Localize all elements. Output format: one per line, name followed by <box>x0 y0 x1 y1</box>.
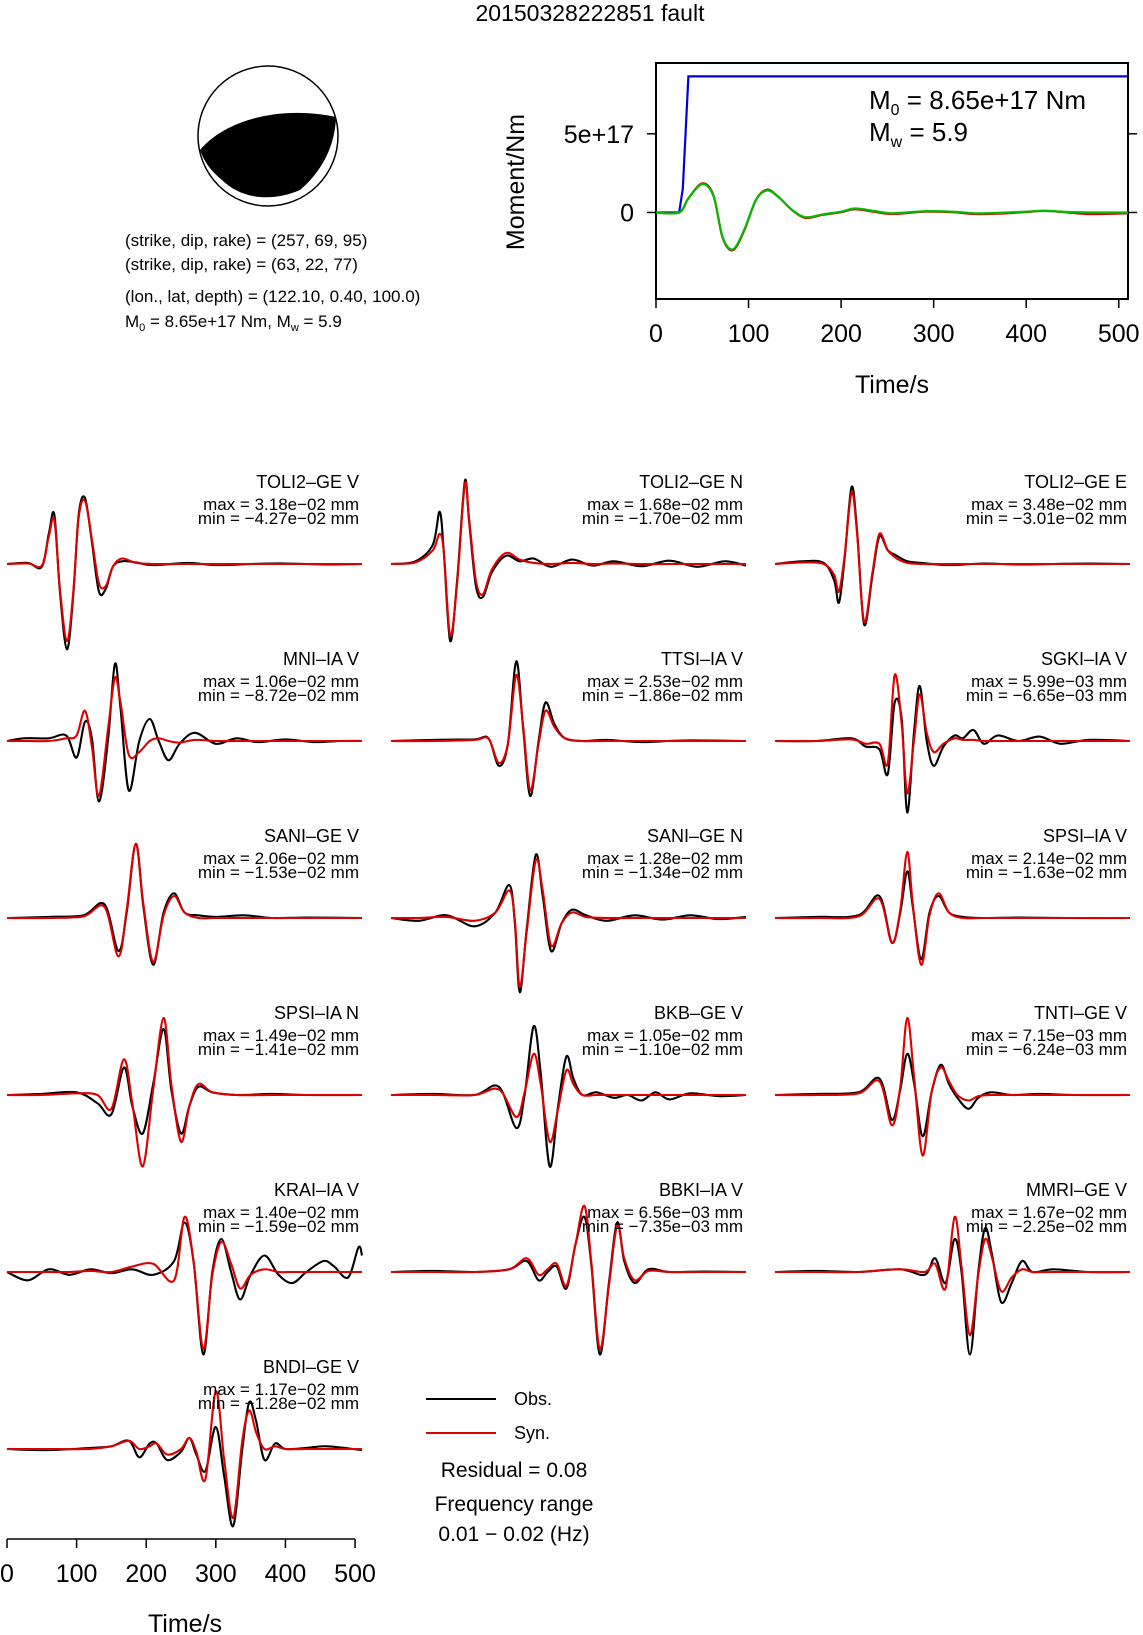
moment-axes <box>564 121 1140 348</box>
station-label: BNDI–GE V <box>262 1357 359 1377</box>
synthetic-trace <box>7 1217 362 1349</box>
waveform-panel <box>775 1180 1130 1355</box>
min-amplitude-label: min = −1.34e−02 mm <box>581 863 743 882</box>
max-amplitude-label: max = 3.18e−02 mm <box>203 495 359 514</box>
waveform-panel <box>7 1357 362 1526</box>
waveform-x-tick-label: 500 <box>334 1560 376 1588</box>
max-amplitude-label: max = 7.15e−03 mm <box>971 1026 1127 1045</box>
waveform-x-tick-label: 200 <box>125 1560 168 1588</box>
moment-series-rate_red <box>656 183 1128 250</box>
moment-y-tick-label: 0 <box>620 199 634 228</box>
min-amplitude-label: min = −6.24e−03 mm <box>965 1040 1127 1059</box>
moment-x-tick-label: 500 <box>1097 320 1140 348</box>
waveform-panel <box>7 1003 362 1167</box>
residual-label: Residual = 0.08 <box>440 1459 588 1482</box>
moment-annotation-mw: $M_w = 5.9$ <box>869 117 969 151</box>
waveform-x-axis <box>0 1539 376 1588</box>
min-amplitude-label: min = −6.65e−03 mm <box>965 686 1127 705</box>
station-label: SPSI–IA V <box>1042 826 1127 846</box>
station-label: TOLI2–GE V <box>256 472 359 492</box>
max-amplitude-label: max = 2.06e−02 mm <box>203 849 359 868</box>
waveform-panels <box>7 472 1130 1526</box>
max-amplitude-label: max = 1.67e−02 mm <box>971 1203 1127 1222</box>
min-amplitude-label: min = −1.28e−02 mm <box>197 1394 359 1413</box>
min-amplitude-label: min = −1.86e−02 mm <box>581 686 743 705</box>
waveform-x-tick-label: 0 <box>0 1560 14 1588</box>
moment-y-tick-label: 5e+17 <box>563 120 634 149</box>
station-label: SPSI–IA N <box>273 1003 359 1023</box>
station-label: KRAI–IA V <box>273 1180 359 1200</box>
figure-title: 20150328222851 fault <box>475 0 705 26</box>
moment-x-axis-label: Time/s <box>854 371 930 399</box>
moment-x-tick-label: 0 <box>649 320 663 348</box>
observed-trace <box>775 1228 1130 1355</box>
waveform-x-tick-label: 300 <box>194 1560 237 1588</box>
min-amplitude-label: min = −4.27e−02 mm <box>197 509 359 528</box>
station-label: BKB–GE V <box>653 1003 743 1023</box>
min-amplitude-label: min = −1.70e−02 mm <box>581 509 743 528</box>
waveform-panel <box>7 649 362 802</box>
station-label: SANI–GE N <box>646 826 743 846</box>
observed-trace <box>7 1401 362 1526</box>
station-label: TTSI–IA V <box>660 649 743 669</box>
min-amplitude-label: min = −1.41e−02 mm <box>197 1040 359 1059</box>
min-amplitude-label: min = −1.59e−02 mm <box>197 1217 359 1236</box>
min-amplitude-label: min = −3.01e−02 mm <box>965 509 1127 528</box>
waveform-panel <box>7 826 362 965</box>
moment-plot <box>502 63 1140 399</box>
max-amplitude-label: max = 1.40e−02 mm <box>203 1203 359 1222</box>
waveform-panel <box>391 472 746 641</box>
waveform-x-tick-label: 100 <box>55 1560 98 1588</box>
synthetic-trace <box>391 1054 746 1143</box>
waveform-panel <box>775 472 1130 625</box>
min-amplitude-label: min = −2.25e−02 mm <box>965 1217 1127 1236</box>
station-label: MNI–IA V <box>282 649 359 669</box>
observed-trace <box>391 1217 746 1355</box>
max-amplitude-label: max = 2.53e−02 mm <box>587 672 743 691</box>
max-amplitude-label: max = 3.48e−02 mm <box>971 495 1127 514</box>
frequency-range-value: 0.01 − 0.02 (Hz) <box>438 1523 590 1546</box>
min-amplitude-label: min = −7.35e−03 mm <box>581 1217 743 1236</box>
station-label: SANI–GE V <box>263 826 359 846</box>
min-amplitude-label: min = −1.63e−02 mm <box>965 863 1127 882</box>
max-amplitude-label: max = 1.28e−02 mm <box>587 849 743 868</box>
min-amplitude-label: min = −1.10e−02 mm <box>581 1040 743 1059</box>
station-label: TOLI2–GE N <box>639 472 743 492</box>
station-label: TOLI2–GE E <box>1024 472 1127 492</box>
max-amplitude-label: max = 5.99e−03 mm <box>971 672 1127 691</box>
station-label: SGKI–IA V <box>1040 649 1127 669</box>
waveform-panel <box>7 472 362 649</box>
nodal-plane-1: (strike, dip, rake) = (257, 69, 95) <box>125 231 368 250</box>
moment-series-rate_green <box>656 184 1128 249</box>
moment-y-axis-label: Moment/Nm <box>502 113 530 251</box>
station-label: TNTI–GE V <box>1033 1003 1127 1023</box>
max-amplitude-label: max = 1.05e−02 mm <box>587 1026 743 1045</box>
hypocenter-label: (lon., lat, depth) = (122.10, 0.40, 100.0) <box>125 287 421 306</box>
waveform-panel <box>775 649 1130 813</box>
waveform-x-tick-label: 400 <box>264 1560 307 1588</box>
min-amplitude-label: min = −1.53e−02 mm <box>197 863 359 882</box>
waveform-panel <box>7 1180 362 1355</box>
legend-syn-label: Syn. <box>514 1423 551 1443</box>
station-label: MMRI–GE V <box>1025 1180 1127 1200</box>
max-amplitude-label: max = 1.06e−02 mm <box>203 672 359 691</box>
min-amplitude-label: min = −8.72e−02 mm <box>197 686 359 705</box>
max-amplitude-label: max = 1.49e−02 mm <box>203 1026 359 1045</box>
waveform-panel <box>391 1180 746 1355</box>
focal-mechanism <box>198 66 338 206</box>
moment-x-tick-label: 200 <box>820 320 862 348</box>
legend <box>426 1389 593 1546</box>
waveform-panel <box>391 1003 746 1167</box>
waveform-panel <box>775 826 1130 965</box>
station-label: BBKI–IA V <box>658 1180 743 1200</box>
moment-magnitude-label: $M_0 = 8.65e+17$ Nm, $M_w = 5.9$ <box>125 312 342 334</box>
frequency-range-title: Frequency range <box>434 1493 594 1516</box>
moment-annotation-m0: $M_0 = 8.65e+17$ Nm <box>869 85 1087 119</box>
waveform-panel <box>775 1003 1130 1156</box>
max-amplitude-label: max = 1.68e−02 mm <box>587 495 743 514</box>
moment-x-tick-label: 300 <box>912 320 955 348</box>
max-amplitude-label: max = 2.14e−02 mm <box>971 849 1127 868</box>
observed-trace <box>7 1223 362 1355</box>
nodal-plane-2: (strike, dip, rake) = (63, 22, 77) <box>125 255 358 274</box>
legend-obs-label: Obs. <box>514 1389 553 1409</box>
max-amplitude-label: max = 6.56e−03 mm <box>587 1203 743 1222</box>
waveform-panel <box>391 826 746 992</box>
waveform-x-axis-label: Time/s <box>147 1610 223 1635</box>
moment-x-tick-label: 400 <box>1005 320 1048 348</box>
max-amplitude-label: max = 1.17e−02 mm <box>203 1380 359 1399</box>
moment-x-tick-label: 100 <box>727 320 770 348</box>
waveform-panel <box>391 649 746 796</box>
